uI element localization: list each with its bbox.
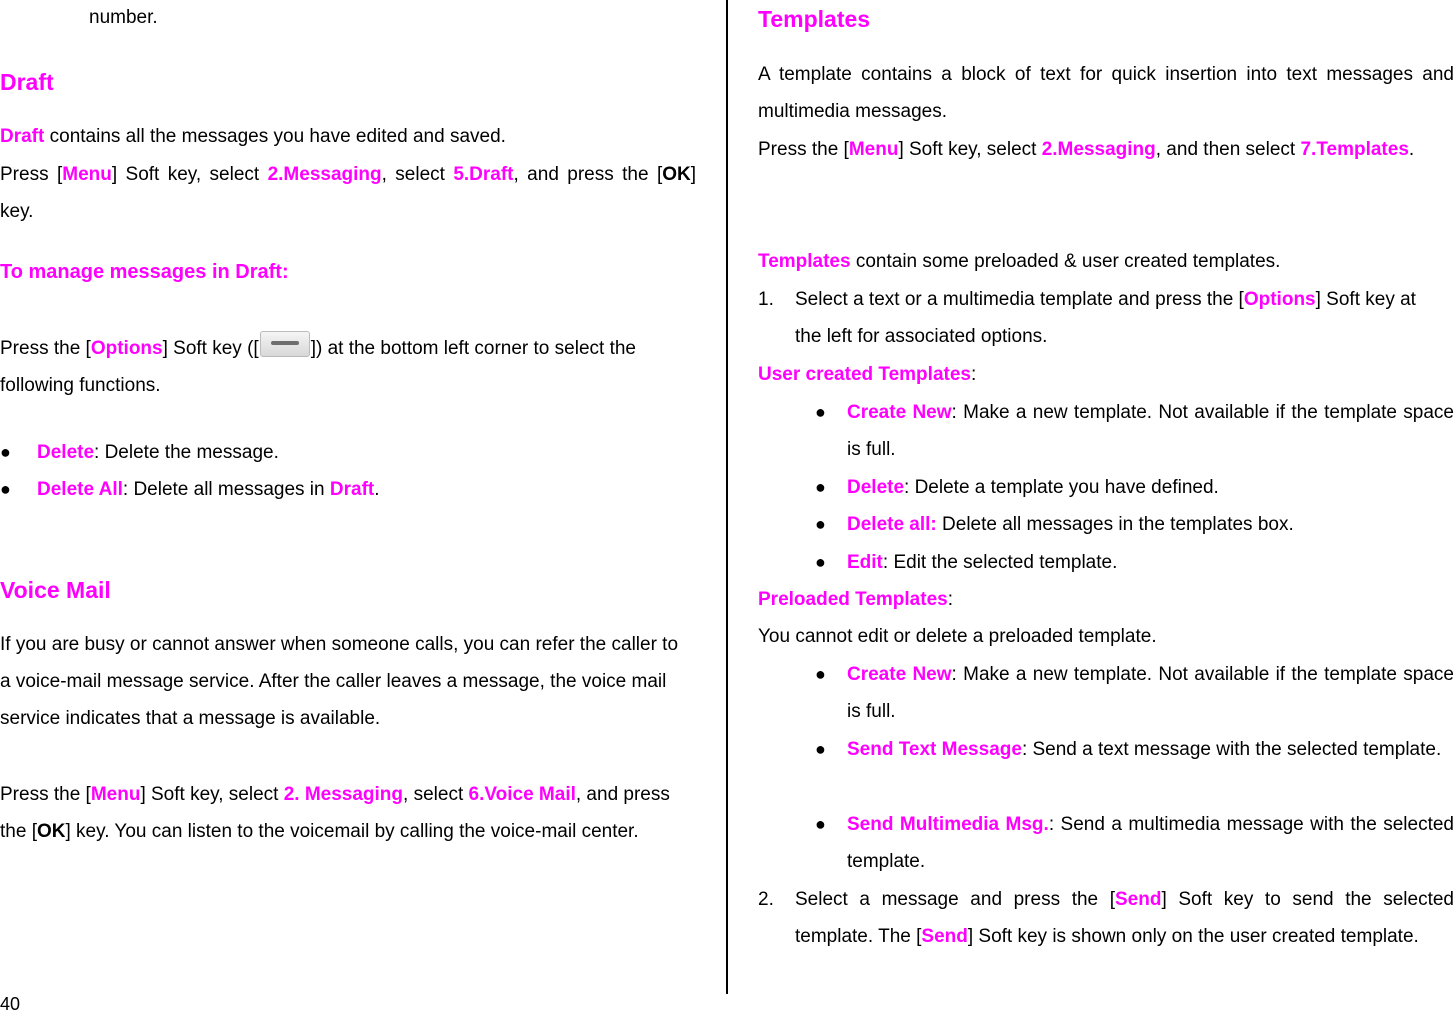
preloaded-note: You cannot edit or delete a preloaded template. xyxy=(758,626,1157,647)
bullet-icon: ● xyxy=(0,479,11,499)
draft-heading: Draft xyxy=(0,69,54,95)
draft-description: Draft contains all the messages you have edited and saved. xyxy=(0,126,506,147)
draft-term: Draft xyxy=(0,126,45,147)
draft-options-instructions: Press the [Options] Soft key ([ ]) at the bottom left corner to select the following functions. xyxy=(0,330,696,404)
preloaded-templates-heading: Preloaded Templates: xyxy=(758,589,953,610)
bullet-icon: ● xyxy=(0,442,11,462)
voice-mail-instructions: Press the [Menu] Soft key, select 2. Messaging, select 6.Voice Mail, and press the [OK] key. You can listen to the voicemail by calling the voice-mail center. xyxy=(0,784,670,842)
templates-intro: A template contains a block of text for quick insertion into text messages and multimedia messages. xyxy=(758,64,1454,122)
top-fragment: number. xyxy=(89,7,158,28)
voice-mail-description: If you are busy or cannot answer when someone calls, you can refer the caller to a voice-mail message service. After the caller leaves a message, the voice mail service indicates that a message is available. xyxy=(0,634,679,729)
bullet-icon: ● xyxy=(815,814,826,834)
templates-instructions: Press the [Menu] Soft key, select 2.Messaging, and then select 7.Templates. xyxy=(758,139,1415,160)
bullet-icon: ● xyxy=(815,477,826,497)
manage-draft-heading: To manage messages in Draft: xyxy=(0,261,289,283)
templates-contain: Templates contain some preloaded & user created templates. xyxy=(758,251,1281,272)
column-divider xyxy=(726,0,728,994)
page-number: 40 xyxy=(0,994,21,1014)
bullet-icon: ● xyxy=(815,664,826,684)
user-templates-heading: User created Templates: xyxy=(758,364,977,385)
bullet-icon: ● xyxy=(815,739,826,759)
left-softkey-icon xyxy=(260,331,310,357)
bullet-icon: ● xyxy=(815,514,826,534)
bullet-icon: ● xyxy=(815,552,826,572)
voice-mail-heading: Voice Mail xyxy=(0,577,111,603)
templates-heading: Templates xyxy=(758,6,871,32)
bullet-icon: ● xyxy=(815,402,826,422)
draft-instructions: Press [Menu] Soft key, select 2.Messaging, select 5.Draft, and press the [OK] key. xyxy=(0,164,696,222)
